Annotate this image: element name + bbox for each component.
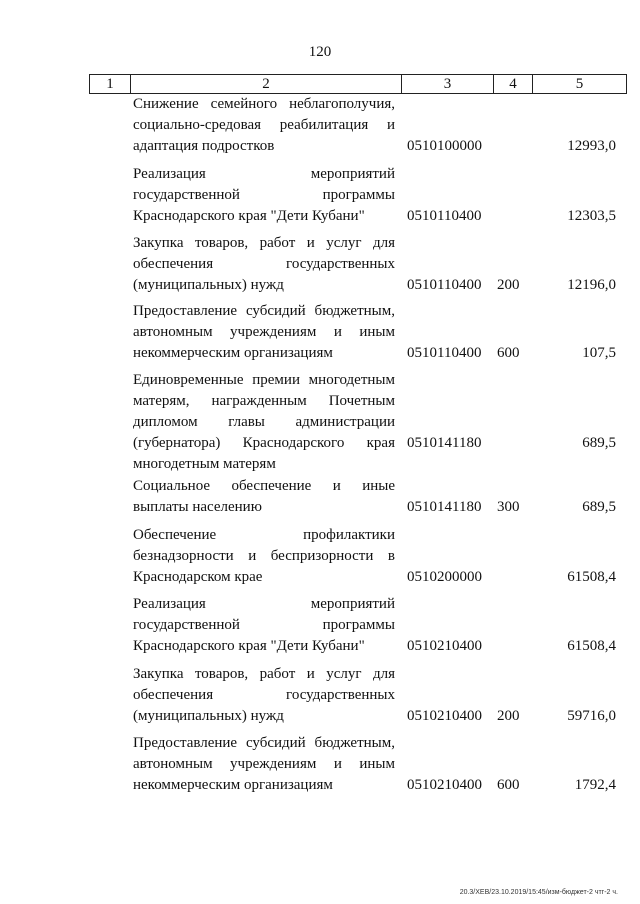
row-name: Реализация мероприятий государственной программы Краснодарского края "Дети Кубани"	[133, 166, 395, 224]
row-name: Предоставление субсидий бюджетным, автономным учреждениям и иным некоммерческим организациям	[133, 303, 395, 361]
row-sum: 59716,0	[567, 708, 616, 724]
row-sum: 107,5	[582, 345, 616, 361]
row-code: 0510210400	[407, 638, 482, 654]
row-code: 0510110400	[407, 345, 482, 361]
row-name: Обеспечение профилактики безнадзорности и беспризорности в Краснодарском крае	[133, 527, 395, 585]
column-header-2: 2	[131, 75, 402, 94]
row-code: 0510141180	[407, 499, 482, 515]
row-type: 600	[497, 777, 520, 793]
row-name: Социальное обеспечение и иные выплаты населению	[133, 478, 395, 515]
row-code: 0510110400	[407, 208, 482, 224]
row-code: 0510210400	[407, 777, 482, 793]
column-header-3: 3	[402, 75, 494, 94]
row-type: 600	[497, 345, 520, 361]
row-type: 200	[497, 277, 520, 293]
row-name: Закупка товаров, работ и услуг для обеспечения государственных (муниципальных) нужд	[133, 666, 395, 724]
row-sum: 12303,5	[567, 208, 616, 224]
row-name: Закупка товаров, работ и услуг для обеспечения государственных (муниципальных) нужд	[133, 235, 395, 293]
row-code: 0510100000	[407, 138, 482, 154]
row-code: 0510110400	[407, 277, 482, 293]
page-number: 120	[308, 44, 332, 60]
row-sum: 689,5	[582, 435, 616, 451]
column-header-1: 1	[90, 75, 131, 94]
row-sum: 61508,4	[567, 569, 616, 585]
row-sum: 689,5	[582, 499, 616, 515]
document-footer-stamp: 20.3/ХЕВ/23.10.2019/15:45/изм-бюджет-2 чтг-2 ч.	[459, 889, 618, 896]
row-sum: 61508,4	[567, 638, 616, 654]
row-sum: 1792,4	[574, 777, 616, 793]
row-type: 200	[497, 708, 520, 724]
row-name: Предоставление субсидий бюджетным, автономным учреждениям и иным некоммерческим организациям	[133, 735, 395, 793]
row-sum: 12993,0	[567, 138, 616, 154]
row-name: Реализация мероприятий государственной программы Краснодарского края "Дети Кубани"	[133, 596, 395, 654]
row-code: 0510210400	[407, 708, 482, 724]
column-header-5: 5	[533, 75, 627, 94]
row-code: 0510200000	[407, 569, 482, 585]
column-header-4: 4	[494, 75, 533, 94]
row-type: 300	[497, 499, 520, 515]
row-name: Единовременные премии многодетным матерям, награжденным Почетным дипломом главы администрации (губернатора) Краснодарского края многодетным матерям	[133, 372, 395, 472]
row-code: 0510141180	[407, 435, 482, 451]
row-sum: 12196,0	[567, 277, 616, 293]
column-header-table	[89, 74, 627, 94]
row-name: Снижение семейного неблагополучия, социально-средовая реабилитация и адаптация подростков	[133, 96, 395, 154]
